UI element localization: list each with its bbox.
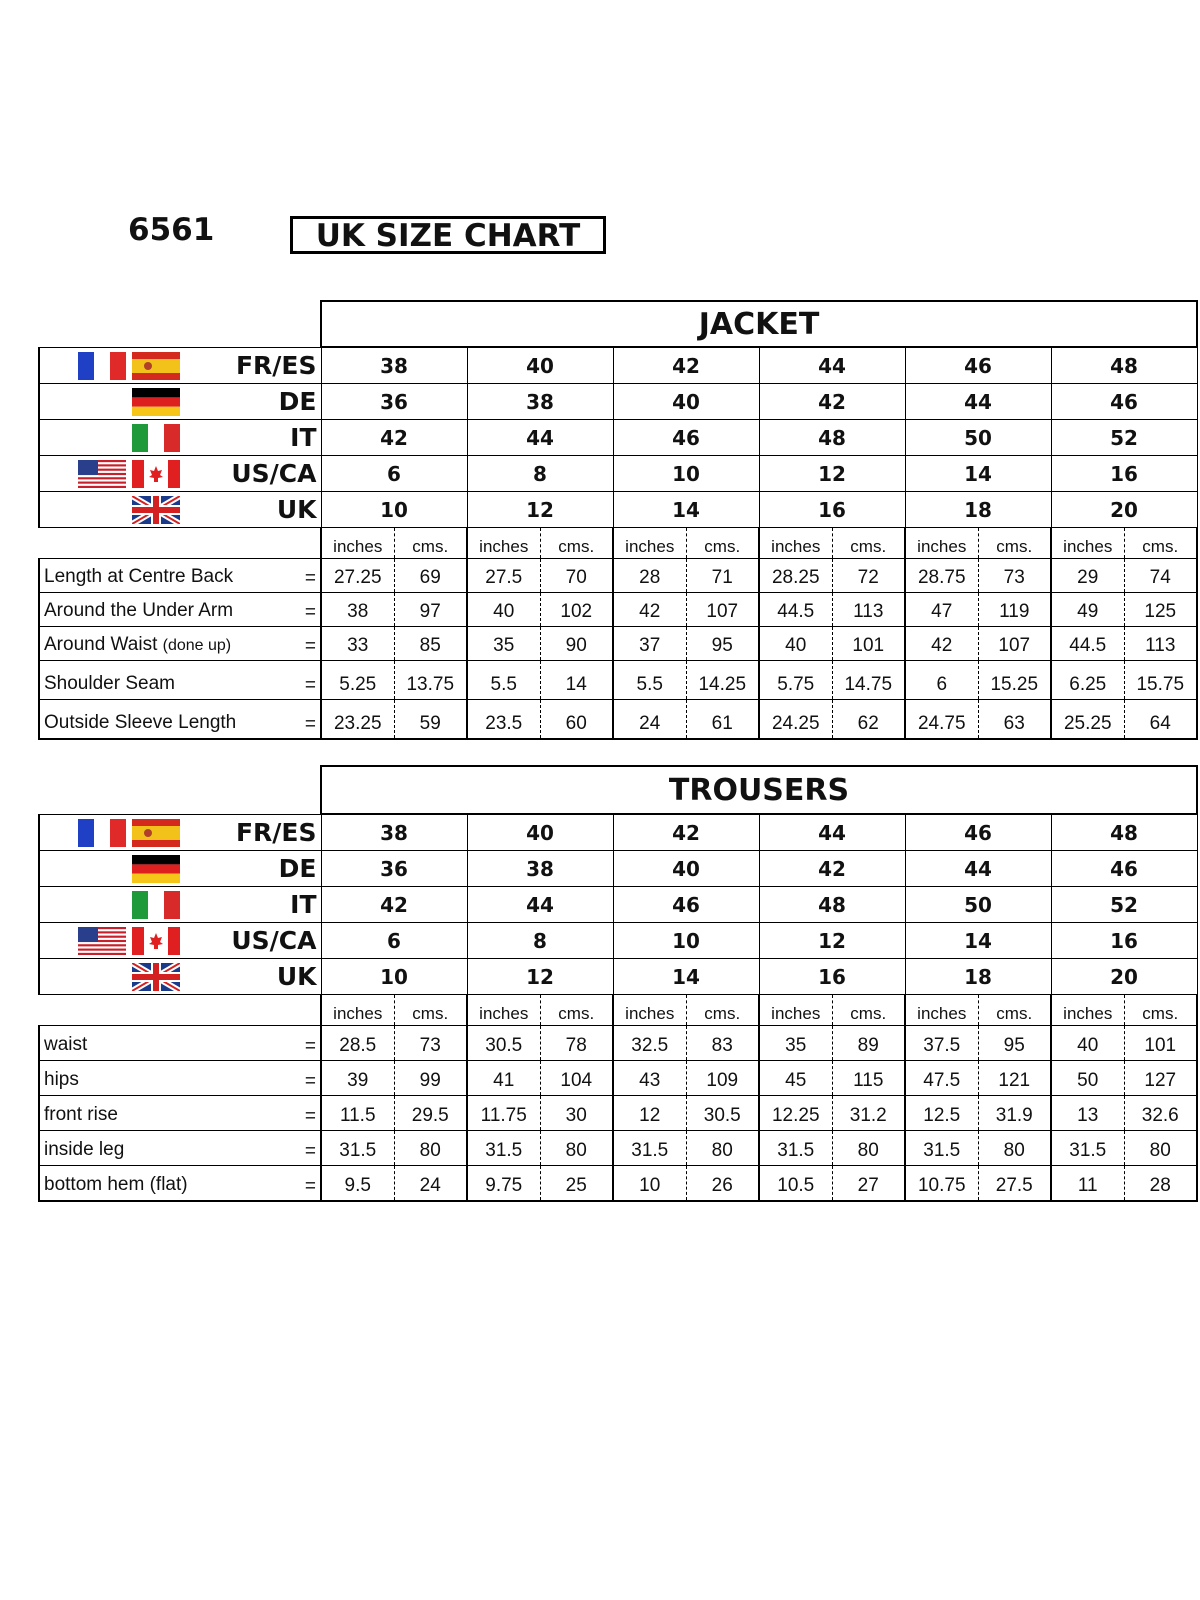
value-inches: 49 <box>1051 593 1124 627</box>
unit-cms-label: cms. <box>832 995 905 1026</box>
value-inches: 9.5 <box>321 1166 394 1202</box>
unit-inches-label: inches <box>905 995 978 1026</box>
value-inches: 5.25 <box>321 661 394 700</box>
region-cell <box>39 456 321 492</box>
unit-inches-label: inches <box>467 995 540 1026</box>
section-title: TROUSERS <box>321 766 1197 814</box>
value-cms: 27.5 <box>978 1166 1051 1202</box>
size-value: 44 <box>905 851 1051 887</box>
unit-cms-label: cms. <box>1124 995 1197 1026</box>
measurement-row <box>39 661 1197 700</box>
size-value: 14 <box>905 923 1051 959</box>
region-cell <box>39 420 321 456</box>
value-inches: 43 <box>613 1061 686 1096</box>
section-title: JACKET <box>321 301 1197 347</box>
measurement-label-cell <box>39 559 321 593</box>
value-inches: 11.75 <box>467 1096 540 1131</box>
value-inches: 31.5 <box>467 1131 540 1166</box>
measurement-row <box>39 1026 1197 1061</box>
value-cms: 61 <box>686 700 759 740</box>
value-inches: 11.5 <box>321 1096 394 1131</box>
size-value: 40 <box>467 814 613 851</box>
value-inches: 10 <box>613 1166 686 1202</box>
measurement-label-cell <box>39 1026 321 1061</box>
size-value: 48 <box>759 420 905 456</box>
size-value: 6 <box>321 923 467 959</box>
trousers-size-table <box>38 765 1198 1202</box>
region-cell <box>39 814 321 851</box>
value-inches: 37.5 <box>905 1026 978 1061</box>
measurement-label-cell <box>39 1166 321 1202</box>
flag-spain-icon <box>132 819 180 847</box>
value-inches: 12.5 <box>905 1096 978 1131</box>
equals-sign: = <box>304 1176 316 1197</box>
equals-sign: = <box>304 568 316 589</box>
unit-cms-label: cms. <box>978 995 1051 1026</box>
jacket-size-table <box>38 300 1198 740</box>
value-cms: 73 <box>394 1026 467 1061</box>
region-cell <box>39 384 321 420</box>
measurement-row <box>39 1131 1197 1166</box>
size-value: 10 <box>613 923 759 959</box>
value-inches: 37 <box>613 627 686 661</box>
value-inches: 6 <box>905 661 978 700</box>
value-cms: 95 <box>978 1026 1051 1061</box>
value-inches: 29 <box>1051 559 1124 593</box>
size-value: 42 <box>321 887 467 923</box>
size-value: 16 <box>1051 456 1197 492</box>
size-value: 20 <box>1051 492 1197 528</box>
region-code: FR/ES <box>235 817 317 847</box>
value-inches: 42 <box>905 627 978 661</box>
size-value: 38 <box>467 384 613 420</box>
value-inches: 31.5 <box>905 1131 978 1166</box>
size-value: 48 <box>759 887 905 923</box>
value-cms: 99 <box>394 1061 467 1096</box>
size-value: 12 <box>467 492 613 528</box>
measurement-label: Shoulder Seam <box>44 673 175 694</box>
size-value: 18 <box>905 959 1051 995</box>
value-cms: 119 <box>978 593 1051 627</box>
value-inches: 13 <box>1051 1096 1124 1131</box>
unit-inches-label: inches <box>321 995 394 1026</box>
size-value: 42 <box>321 420 467 456</box>
value-cms: 113 <box>832 593 905 627</box>
value-inches: 6.25 <box>1051 661 1124 700</box>
size-value: 46 <box>905 814 1051 851</box>
value-inches: 44.5 <box>759 593 832 627</box>
value-inches: 31.5 <box>759 1131 832 1166</box>
value-cms: 63 <box>978 700 1051 740</box>
measurement-label: waist <box>44 1034 88 1055</box>
style-code: 6561 <box>128 212 215 248</box>
value-cms: 26 <box>686 1166 759 1202</box>
size-value: 50 <box>905 887 1051 923</box>
value-inches: 5.5 <box>467 661 540 700</box>
region-code: US/CA <box>231 459 317 488</box>
size-value: 44 <box>905 384 1051 420</box>
value-cms: 64 <box>1124 700 1197 740</box>
size-value: 12 <box>759 456 905 492</box>
size-value: 14 <box>905 456 1051 492</box>
unit-inches-label: inches <box>759 995 832 1026</box>
value-cms: 80 <box>978 1131 1051 1166</box>
value-inches: 47 <box>905 593 978 627</box>
unit-cms-label: cms. <box>1124 528 1197 559</box>
value-cms: 78 <box>540 1026 613 1061</box>
value-cms: 14.25 <box>686 661 759 700</box>
size-row <box>39 456 1197 492</box>
value-inches: 12.25 <box>759 1096 832 1131</box>
value-cms: 29.5 <box>394 1096 467 1131</box>
value-inches: 45 <box>759 1061 832 1096</box>
value-inches: 12 <box>613 1096 686 1131</box>
measurement-label-cell <box>39 700 321 740</box>
size-row <box>39 420 1197 456</box>
region-code: IT <box>290 890 317 919</box>
size-value: 36 <box>321 384 467 420</box>
value-cms: 101 <box>1124 1026 1197 1061</box>
flag-france-icon <box>78 352 126 380</box>
flag-uk-icon <box>132 963 180 991</box>
value-inches: 35 <box>759 1026 832 1061</box>
unit-cms-label: cms. <box>540 528 613 559</box>
flag-italy-icon <box>132 424 180 452</box>
unit-inches-label: inches <box>1051 528 1124 559</box>
size-value: 40 <box>613 384 759 420</box>
region-code: UK <box>276 962 317 991</box>
value-cms: 69 <box>394 559 467 593</box>
unit-cms-label: cms. <box>394 528 467 559</box>
value-cms: 13.75 <box>394 661 467 700</box>
region-cell <box>39 959 321 995</box>
value-inches: 28.25 <box>759 559 832 593</box>
equals-sign: = <box>304 714 316 735</box>
value-cms: 90 <box>540 627 613 661</box>
measurement-label: front rise <box>44 1104 118 1125</box>
value-cms: 31.2 <box>832 1096 905 1131</box>
measurement-row <box>39 559 1197 593</box>
value-inches: 39 <box>321 1061 394 1096</box>
size-value: 42 <box>759 851 905 887</box>
unit-cms-label: cms. <box>978 528 1051 559</box>
measurement-label: hips <box>44 1069 79 1090</box>
unit-inches-label: inches <box>759 528 832 559</box>
region-code: DE <box>278 387 317 416</box>
value-cms: 125 <box>1124 593 1197 627</box>
value-cms: 74 <box>1124 559 1197 593</box>
size-value: 12 <box>759 923 905 959</box>
value-inches: 33 <box>321 627 394 661</box>
size-row <box>39 814 1197 851</box>
flag-germany-icon <box>132 388 180 416</box>
size-value: 18 <box>905 492 1051 528</box>
unit-header-row <box>39 528 1197 559</box>
size-value: 16 <box>759 959 905 995</box>
unit-inches-label: inches <box>321 528 394 559</box>
flag-usa-icon <box>78 927 126 955</box>
size-value: 10 <box>613 456 759 492</box>
value-inches: 5.75 <box>759 661 832 700</box>
value-cms: 59 <box>394 700 467 740</box>
unit-inches-label: inches <box>613 995 686 1026</box>
value-cms: 62 <box>832 700 905 740</box>
value-cms: 31.9 <box>978 1096 1051 1131</box>
region-cell <box>39 347 321 384</box>
equals-sign: = <box>304 602 316 623</box>
value-cms: 14.75 <box>832 661 905 700</box>
value-cms: 24 <box>394 1166 467 1202</box>
value-inches: 10.75 <box>905 1166 978 1202</box>
unit-inches-label: inches <box>1051 995 1124 1026</box>
flag-germany-icon <box>132 855 180 883</box>
size-value: 10 <box>321 959 467 995</box>
value-cms: 107 <box>686 593 759 627</box>
value-cms: 104 <box>540 1061 613 1096</box>
size-value: 38 <box>321 347 467 384</box>
value-cms: 121 <box>978 1061 1051 1096</box>
measurement-label-cell <box>39 627 321 661</box>
flag-uk-icon <box>132 496 180 524</box>
value-inches: 28.75 <box>905 559 978 593</box>
region-cell <box>39 851 321 887</box>
value-inches: 31.5 <box>613 1131 686 1166</box>
size-row <box>39 347 1197 384</box>
value-inches: 28 <box>613 559 686 593</box>
flag-usa-icon <box>78 460 126 488</box>
equals-sign: = <box>304 1036 316 1057</box>
size-row <box>39 959 1197 995</box>
measurement-label: Outside Sleeve Length <box>44 712 237 733</box>
value-inches: 23.5 <box>467 700 540 740</box>
unit-inches-label: inches <box>905 528 978 559</box>
measurement-label-cell <box>39 593 321 627</box>
value-cms: 60 <box>540 700 613 740</box>
size-value: 46 <box>905 347 1051 384</box>
value-cms: 28 <box>1124 1166 1197 1202</box>
size-value: 50 <box>905 420 1051 456</box>
value-cms: 101 <box>832 627 905 661</box>
region-cell <box>39 492 321 528</box>
unit-header-row <box>39 995 1197 1026</box>
measurement-row <box>39 1061 1197 1096</box>
unit-inches-label: inches <box>467 528 540 559</box>
value-cms: 14 <box>540 661 613 700</box>
size-value: 46 <box>1051 384 1197 420</box>
value-inches: 27.5 <box>467 559 540 593</box>
flag-canada-icon <box>132 927 180 955</box>
value-inches: 11 <box>1051 1166 1124 1202</box>
size-value: 38 <box>321 814 467 851</box>
value-cms: 30 <box>540 1096 613 1131</box>
unit-cms-label: cms. <box>394 995 467 1026</box>
value-cms: 30.5 <box>686 1096 759 1131</box>
size-value: 48 <box>1051 814 1197 851</box>
region-code: DE <box>278 854 317 883</box>
value-inches: 24.25 <box>759 700 832 740</box>
size-row <box>39 492 1197 528</box>
measurement-label: Length at Centre Back <box>44 566 234 587</box>
size-value: 6 <box>321 456 467 492</box>
value-inches: 32.5 <box>613 1026 686 1061</box>
size-value: 12 <box>467 959 613 995</box>
size-value: 52 <box>1051 420 1197 456</box>
measurement-label-cell <box>39 1061 321 1096</box>
size-value: 20 <box>1051 959 1197 995</box>
value-cms: 115 <box>832 1061 905 1096</box>
value-inches: 9.75 <box>467 1166 540 1202</box>
unit-inches-label: inches <box>613 528 686 559</box>
size-value: 46 <box>1051 851 1197 887</box>
size-value: 44 <box>759 814 905 851</box>
size-value: 16 <box>759 492 905 528</box>
value-cms: 80 <box>394 1131 467 1166</box>
value-cms: 89 <box>832 1026 905 1061</box>
measurement-label: bottom hem (flat) <box>44 1174 188 1195</box>
size-value: 42 <box>759 384 905 420</box>
equals-sign: = <box>304 636 316 657</box>
value-inches: 27.25 <box>321 559 394 593</box>
size-value: 46 <box>613 887 759 923</box>
measurement-note: (done up) <box>162 637 232 654</box>
value-cms: 27 <box>832 1166 905 1202</box>
value-inches: 40 <box>1051 1026 1124 1061</box>
value-inches: 38 <box>321 593 394 627</box>
value-cms: 73 <box>978 559 1051 593</box>
value-inches: 23.25 <box>321 700 394 740</box>
chart-title: UK SIZE CHART <box>290 216 606 254</box>
value-cms: 15.25 <box>978 661 1051 700</box>
size-value: 8 <box>467 923 613 959</box>
measurement-row <box>39 593 1197 627</box>
size-row <box>39 923 1197 959</box>
value-inches: 44.5 <box>1051 627 1124 661</box>
region-code: FR/ES <box>235 350 317 380</box>
value-inches: 41 <box>467 1061 540 1096</box>
unit-cms-label: cms. <box>686 528 759 559</box>
value-inches: 10.5 <box>759 1166 832 1202</box>
size-value: 44 <box>759 347 905 384</box>
region-cell <box>39 887 321 923</box>
unit-cms-label: cms. <box>832 528 905 559</box>
size-value: 16 <box>1051 923 1197 959</box>
region-code: IT <box>290 423 317 452</box>
size-value: 46 <box>613 420 759 456</box>
measurement-label-cell <box>39 1131 321 1166</box>
flag-france-icon <box>78 819 126 847</box>
value-cms: 102 <box>540 593 613 627</box>
measurement-row <box>39 1096 1197 1131</box>
value-cms: 72 <box>832 559 905 593</box>
value-cms: 113 <box>1124 627 1197 661</box>
value-inches: 40 <box>759 627 832 661</box>
size-value: 44 <box>467 887 613 923</box>
value-inches: 25.25 <box>1051 700 1124 740</box>
value-inches: 24 <box>613 700 686 740</box>
size-value: 38 <box>467 851 613 887</box>
region-cell <box>39 923 321 959</box>
value-inches: 31.5 <box>321 1131 394 1166</box>
value-cms: 107 <box>978 627 1051 661</box>
value-cms: 25 <box>540 1166 613 1202</box>
value-cms: 97 <box>394 593 467 627</box>
value-inches: 40 <box>467 593 540 627</box>
size-value: 8 <box>467 456 613 492</box>
value-cms: 127 <box>1124 1061 1197 1096</box>
size-value: 40 <box>613 851 759 887</box>
size-value: 44 <box>467 420 613 456</box>
equals-sign: = <box>304 1106 316 1127</box>
value-cms: 80 <box>686 1131 759 1166</box>
value-inches: 28.5 <box>321 1026 394 1061</box>
unit-cms-label: cms. <box>540 995 613 1026</box>
value-inches: 31.5 <box>1051 1131 1124 1166</box>
size-value: 10 <box>321 492 467 528</box>
value-cms: 70 <box>540 559 613 593</box>
equals-sign: = <box>304 675 316 696</box>
region-code: UK <box>276 495 317 524</box>
value-inches: 50 <box>1051 1061 1124 1096</box>
value-inches: 35 <box>467 627 540 661</box>
flag-italy-icon <box>132 891 180 919</box>
equals-sign: = <box>304 1071 316 1092</box>
size-value: 42 <box>613 814 759 851</box>
flag-canada-icon <box>132 460 180 488</box>
value-inches: 42 <box>613 593 686 627</box>
value-cms: 15.75 <box>1124 661 1197 700</box>
value-cms: 85 <box>394 627 467 661</box>
value-inches: 47.5 <box>905 1061 978 1096</box>
value-inches: 24.75 <box>905 700 978 740</box>
measurement-row <box>39 700 1197 740</box>
size-value: 48 <box>1051 347 1197 384</box>
value-cms: 32.6 <box>1124 1096 1197 1131</box>
measurement-label: Around Waist <box>44 634 158 655</box>
size-value: 42 <box>613 347 759 384</box>
value-cms: 80 <box>832 1131 905 1166</box>
measurement-label-cell <box>39 661 321 700</box>
value-cms: 80 <box>540 1131 613 1166</box>
measurement-label: inside leg <box>44 1139 125 1160</box>
size-value: 14 <box>613 959 759 995</box>
size-row <box>39 851 1197 887</box>
measurement-row <box>39 1166 1197 1202</box>
measurement-label-cell <box>39 1096 321 1131</box>
value-cms: 109 <box>686 1061 759 1096</box>
flag-spain-icon <box>132 352 180 380</box>
value-inches: 5.5 <box>613 661 686 700</box>
size-value: 40 <box>467 347 613 384</box>
value-cms: 80 <box>1124 1131 1197 1166</box>
value-inches: 30.5 <box>467 1026 540 1061</box>
region-code: US/CA <box>231 926 317 955</box>
size-row <box>39 887 1197 923</box>
measurement-label: Around the Under Arm <box>44 600 234 621</box>
size-row <box>39 384 1197 420</box>
equals-sign: = <box>304 1141 316 1162</box>
size-value: 14 <box>613 492 759 528</box>
size-value: 52 <box>1051 887 1197 923</box>
value-cms: 71 <box>686 559 759 593</box>
size-value: 36 <box>321 851 467 887</box>
measurement-row <box>39 627 1197 661</box>
value-cms: 95 <box>686 627 759 661</box>
unit-cms-label: cms. <box>686 995 759 1026</box>
value-cms: 83 <box>686 1026 759 1061</box>
